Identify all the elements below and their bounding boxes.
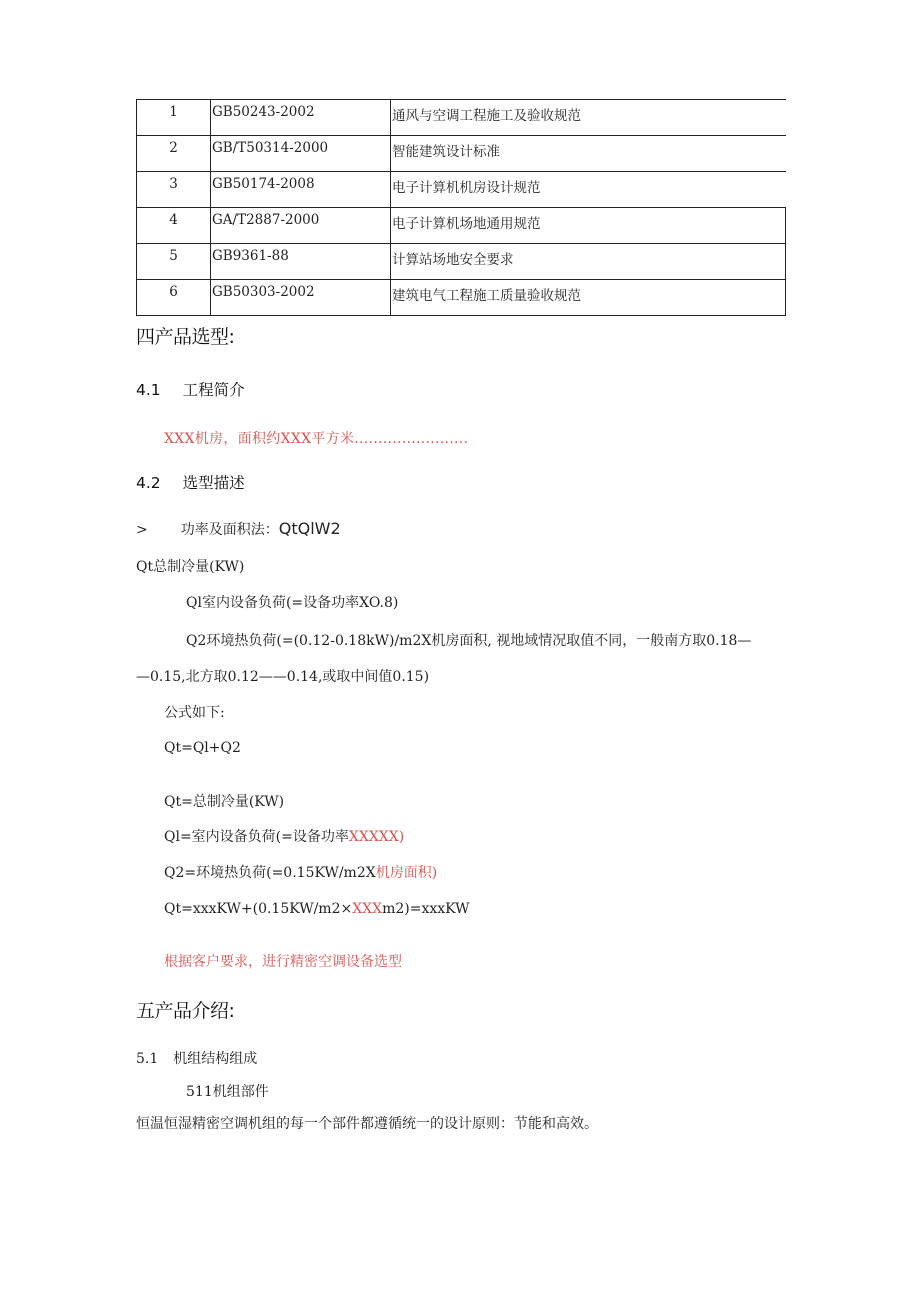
standard-name: 电子计算机机房设计规范 [391,172,786,208]
formula-total-a: Qt=xxxKW+(0.15KW/m2× [164,901,353,917]
formula-q2-text: Q2=环境热负荷(=0.15KW/m2X [164,865,376,881]
formula-q1-placeholder: XXXXX) [348,829,405,845]
method-formula: QtQlW2 [278,519,341,538]
section-number: 4.2 [136,474,161,492]
row-number: 6 [137,280,211,316]
q1-definition: Ql室内设备负荷(=设备功率XO.8) [186,595,399,611]
table-row [137,208,786,244]
formula-total-placeholder: XXX [352,901,383,917]
standard-code: GB50174-2008 [211,172,391,208]
q2-definition-line2: —0.15,北方取0.12——0.14,或取中间值0.15) [136,669,430,685]
standard-code: GB/T50314-2000 [211,136,391,172]
section-4-2-heading [136,471,245,493]
customer-note: 根据客户要求，进行精密空调设备选型 [164,954,402,970]
formula-intro: 公式如下: [164,705,225,721]
standard-code: GB50303-2002 [211,280,391,316]
section-5-body: 恒温恒湿精密空调机组的每一个部件都遵循统一的设计原则：节能和高效。 [136,1116,598,1132]
standard-name: 电子计算机场地通用规范 [391,208,786,244]
table-row [137,136,786,172]
section-5-title: 五产品介绍: [136,1000,235,1022]
standard-code: GB50243-2002 [211,100,391,136]
formula-q1-text: Ql=室内设备负荷(=设备功率 [164,829,349,845]
standard-code: GB9361-88 [211,244,391,280]
row-number: 4 [137,208,211,244]
section-title: 机组结构组成 [173,1051,258,1067]
section-number: 5.1 [136,1051,159,1067]
table-row [137,172,786,208]
standards-table [136,99,786,316]
formula-total [164,901,470,917]
standard-name: 智能建筑设计标准 [391,136,786,172]
standard-name: 建筑电气工程施工质量验收规范 [391,280,786,316]
standard-code: GA/T2887-2000 [211,208,391,244]
row-number: 2 [137,136,211,172]
row-number: 5 [137,244,211,280]
section-title: 工程简介 [182,381,245,399]
qt-definition: Qt总制冷量(KW) [136,559,245,575]
formula-main: Qt=Ql+Q2 [164,740,241,756]
row-number: 1 [137,100,211,136]
section-4-1-heading [136,378,245,400]
standard-name: 通风与空调工程施工及验收规范 [391,100,786,136]
project-intro: XXX机房，面积约XXX平方米........................ [164,431,469,447]
table-row [137,244,786,280]
section-4-title: 四产品选型: [136,326,235,348]
q2-definition-line1: Q2环境热负荷(=(0.12-0.18kW)/m2X机房面积, 视地域情况取值不同，一般南方取0.18— [186,633,752,649]
table-row [137,100,786,136]
bullet-marker: > [136,522,148,538]
formula-qt: Qt=总制冷量(KW) [164,794,285,810]
formula-total-b: m2)=xxxKW [382,901,470,917]
method-line [136,519,341,539]
formula-q2 [164,862,437,882]
row-number: 3 [137,172,211,208]
section-5-1-heading [136,1048,257,1068]
section-5-1-1-heading: 511机组部件 [186,1084,269,1100]
method-label: 功率及面积法： [180,522,279,538]
formula-q2-placeholder: 机房面积) [375,865,438,881]
formula-q1 [164,826,404,846]
section-number: 4.1 [136,381,161,399]
standard-name: 计算站场地安全要求 [391,244,786,280]
section-title: 选型描述 [182,474,245,492]
table-row [137,280,786,316]
